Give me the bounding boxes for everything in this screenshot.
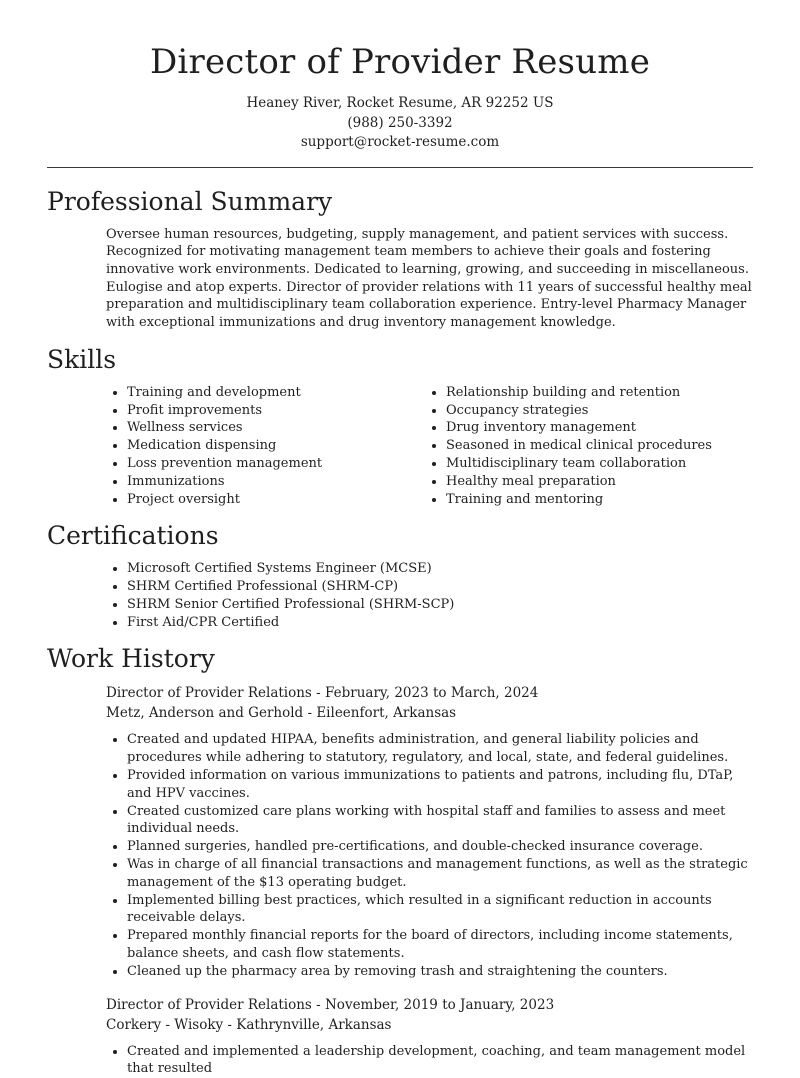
resume-header: [0, 0, 800, 153]
resume-title: Director of Provider Resume: [149, 42, 651, 82]
skills-right-list: [446, 384, 765, 509]
job-duties-list: [127, 1043, 754, 1078]
skill-item: • Training and mentoring: [446, 491, 765, 509]
skills-section: [0, 344, 800, 509]
certifications-list: [127, 560, 752, 631]
job-duty-item: • Was in charge of all financial transactions and management functions, as well as the strategic management of the $13 operating budget.: [127, 856, 754, 892]
certifications-heading: Certifications: [47, 521, 219, 551]
skills-left-list: [127, 384, 446, 509]
job-company-line: Metz, Anderson and Gerhold - Eileenfort, Arkansas: [106, 705, 457, 722]
certification-item: • SHRM Senior Certified Professional (SHRM-SCP): [127, 596, 752, 614]
skill-item: • Multidisciplinary team collaboration: [446, 455, 765, 473]
skill-item: • Wellness services: [127, 419, 446, 437]
skill-item: • Relationship building and retention: [446, 384, 765, 402]
job-duty-item: • Prepared monthly financial reports for the board of directors, including income statements, balance sheets, and cash flow statements.: [127, 927, 754, 963]
job-entry: [0, 995, 800, 1078]
skill-item: • Loss prevention management: [127, 455, 446, 473]
work-history-section: [0, 643, 800, 1078]
skill-item: • Drug inventory management: [446, 419, 765, 437]
skill-item: • Training and development: [127, 384, 446, 402]
job-duty-item: • Cleaned up the pharmacy area by removing trash and straightening the counters.: [127, 963, 754, 981]
job-duty-item: • Created customized care plans working with hospital staff and families to assess and meet individual needs.: [127, 803, 754, 839]
certification-item: • First Aid/CPR Certified: [127, 614, 752, 632]
job-title-line: Director of Provider Relations - November, 2019 to January, 2023: [106, 996, 555, 1013]
job-duty-item: • Implemented billing best practices, which resulted in a significant reduction in accounts receivable delays.: [127, 892, 754, 928]
summary-heading: Professional Summary: [47, 186, 333, 216]
header-divider: [47, 167, 753, 168]
job-company-line: Corkery - Wisoky - Kathrynville, Arkansas: [106, 1016, 392, 1033]
job-entry: [0, 683, 800, 980]
work-history-heading: Work History: [47, 644, 215, 674]
skill-item: • Immunizations: [127, 473, 446, 491]
summary-text: Oversee human resources, budgeting, supply management, and patient services with success. Recognized for motivating management team members to achieve their goals and fostering innovative work environments. Dedicated to learning, growing, and succeeding in miscellaneous. Eulogise and atop experts. Director of provider relations with 11 years of successful healthy meal preparation and multidisciplinary team collaboration experience. Entry-level Pharmacy Manager with exceptional immunizations and drug inventory management knowledge.: [106, 226, 752, 331]
job-duties-list: [127, 731, 754, 980]
job-duty-item: • Planned surgeries, handled pre-certifications, and double-checked insurance coverage.: [127, 838, 754, 856]
summary-section: [0, 186, 800, 332]
contact-block: [0, 94, 800, 153]
skill-item: • Occupancy strategies: [446, 402, 765, 420]
certification-item: • Microsoft Certified Systems Engineer (MCSE): [127, 560, 752, 578]
skill-item: • Project oversight: [127, 491, 446, 509]
skills-columns: [0, 384, 800, 509]
phone-line: (988) 250-3392: [347, 114, 453, 131]
skill-item: • Healthy meal preparation: [446, 473, 765, 491]
skill-item: • Profit improvements: [127, 402, 446, 420]
certifications-section: [0, 520, 800, 631]
email-line: support@rocket-resume.com: [300, 134, 500, 150]
job-duty-item: • Created and implemented a leadership development, coaching, and team management model that resulted: [127, 1043, 754, 1078]
certification-item: • SHRM Certified Professional (SHRM-CP): [127, 578, 752, 596]
job-title-line: Director of Provider Relations - February, 2023 to March, 2024: [106, 685, 539, 702]
skill-item: • Seasoned in medical clinical procedures: [446, 437, 765, 455]
job-duty-item: • Provided information on various immunizations to patients and patrons, including flu, DTaP, and HPV vaccines.: [127, 767, 754, 803]
address-line: Heaney River, Rocket Resume, AR 92252 US: [246, 95, 554, 111]
skill-item: • Medication dispensing: [127, 437, 446, 455]
job-duty-item: • Created and updated HIPAA, benefits administration, and general liability policies and procedures while adhering to statutory, regulatory, and local, state, and federal guidelines.: [127, 731, 754, 767]
skills-heading: Skills: [47, 344, 117, 374]
